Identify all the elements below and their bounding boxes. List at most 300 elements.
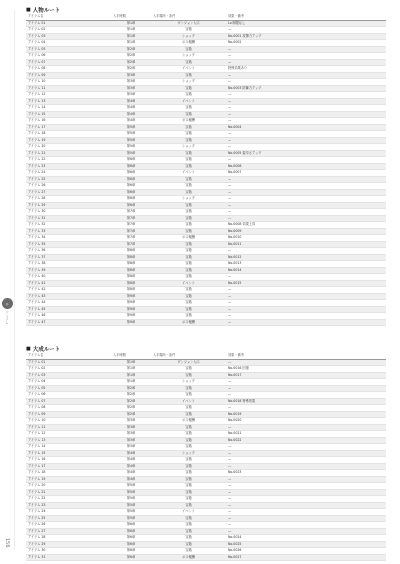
cell-location: ショップ xyxy=(151,379,226,386)
cell-item-name: アイテム 17 xyxy=(26,463,111,470)
cell-timing: 第2章 xyxy=(111,59,151,66)
item-table-2 xyxy=(26,353,386,561)
cell-timing: 第8章 xyxy=(111,280,151,287)
cell-item-name: アイテム 32 xyxy=(26,222,111,229)
cell-notes: — xyxy=(226,489,386,496)
cell-notes: — xyxy=(226,509,386,516)
cell-timing: 第9章 xyxy=(111,293,151,300)
cell-timing: 第4章 xyxy=(111,470,151,477)
cell-location: ショップ xyxy=(151,33,226,40)
chapter-label: アイテム xyxy=(4,311,9,325)
cell-location: 宝箱 xyxy=(151,444,226,451)
cell-item-name: アイテム 11 xyxy=(26,85,111,92)
cell-location: イベント xyxy=(151,509,226,516)
cell-timing: 第4章 xyxy=(111,463,151,470)
cell-notes: 特殊効果あり xyxy=(226,66,386,73)
cell-notes: — xyxy=(226,405,386,412)
cell-notes: No.0004 xyxy=(226,124,386,131)
cell-item-name: アイテム 19 xyxy=(26,137,111,144)
cell-timing: 第4章 xyxy=(111,98,151,105)
cell-timing: 第2章 xyxy=(111,66,151,73)
cell-timing: 第6章 xyxy=(111,196,151,203)
cell-notes: — xyxy=(226,522,386,529)
cell-timing: 第5章 xyxy=(111,137,151,144)
cell-item-name: アイテム 11 xyxy=(26,424,111,431)
cell-notes: — xyxy=(226,176,386,183)
cell-item-name: アイテム 29 xyxy=(26,202,111,209)
cell-notes: — xyxy=(226,209,386,216)
cell-notes: No.0016 回復 xyxy=(226,366,386,373)
cell-location: 宝箱 xyxy=(151,385,226,392)
cell-notes: — xyxy=(226,457,386,464)
cell-timing: 第8章 xyxy=(111,287,151,294)
cell-notes: No.0027 xyxy=(226,554,386,561)
cell-item-name: アイテム 24 xyxy=(26,509,111,516)
col-header-notes: 効果・備考 xyxy=(226,14,386,20)
cell-item-name: アイテム 06 xyxy=(26,392,111,399)
col-header-item: アイテム名 xyxy=(26,353,111,359)
cell-item-name: アイテム 16 xyxy=(26,457,111,464)
cell-timing: 第5章 xyxy=(111,150,151,157)
cell-location: 宝箱 xyxy=(151,261,226,268)
cell-item-name: アイテム 26 xyxy=(26,183,111,190)
cell-timing: 第1章 xyxy=(111,359,151,366)
cell-location: 宝箱 xyxy=(151,137,226,144)
cell-timing: 第6章 xyxy=(111,554,151,561)
cell-location: 宝箱 xyxy=(151,541,226,548)
cell-location: ボス報酬 xyxy=(151,40,226,47)
cell-timing: 第9章 xyxy=(111,313,151,320)
cell-item-name: アイテム 05 xyxy=(26,385,111,392)
cell-notes: — xyxy=(226,287,386,294)
cell-item-name: アイテム 08 xyxy=(26,66,111,73)
cell-location: 宝箱 xyxy=(151,131,226,138)
cell-timing: 第8章 xyxy=(111,254,151,261)
cell-item-name: アイテム 31 xyxy=(26,554,111,561)
cell-timing: 第8章 xyxy=(111,261,151,268)
cell-timing: 第3章 xyxy=(111,418,151,425)
cell-item-name: アイテム 07 xyxy=(26,59,111,66)
cell-item-name: アイテム 42 xyxy=(26,287,111,294)
cell-item-name: アイテム 10 xyxy=(26,418,111,425)
cell-item-name: アイテム 26 xyxy=(26,522,111,529)
cell-notes: — xyxy=(226,157,386,164)
cell-location: ショップ xyxy=(151,450,226,457)
cell-timing: 第9章 xyxy=(111,319,151,326)
cell-location: 宝箱 xyxy=(151,85,226,92)
cell-item-name: アイテム 36 xyxy=(26,248,111,255)
cell-timing: 第8章 xyxy=(111,248,151,255)
cell-timing: 第5章 xyxy=(111,502,151,509)
cell-item-name: アイテム 04 xyxy=(26,40,111,47)
cell-location: 宝箱 xyxy=(151,59,226,66)
col-header-item: アイテム名 xyxy=(26,14,111,20)
cell-notes: — xyxy=(226,496,386,503)
cell-notes: — xyxy=(226,46,386,53)
cell-timing: 第1章 xyxy=(111,27,151,34)
cell-timing: 第5章 xyxy=(111,131,151,138)
cell-location: 宝箱 xyxy=(151,483,226,490)
cell-notes: No.0009 xyxy=(226,228,386,235)
cell-timing: 第2章 xyxy=(111,405,151,412)
cell-location: 宝箱 xyxy=(151,306,226,313)
cell-notes: — xyxy=(226,450,386,457)
cell-notes: — xyxy=(226,98,386,105)
cell-item-name: アイテム 23 xyxy=(26,502,111,509)
cell-timing: 第5章 xyxy=(111,509,151,516)
cell-timing: 第5章 xyxy=(111,515,151,522)
cell-item-name: アイテム 28 xyxy=(26,535,111,542)
cell-timing: 第1章 xyxy=(111,379,151,386)
cell-timing: 第6章 xyxy=(111,157,151,164)
cell-timing: 第6章 xyxy=(111,522,151,529)
cell-timing: 第6章 xyxy=(111,202,151,209)
cell-item-name: アイテム 03 xyxy=(26,372,111,379)
cell-item-name: アイテム 01 xyxy=(26,359,111,366)
cell-timing: 第7章 xyxy=(111,235,151,242)
cell-notes: — xyxy=(226,463,386,470)
cell-timing: 第1章 xyxy=(111,40,151,47)
cell-timing: 第4章 xyxy=(111,457,151,464)
cell-item-name: アイテム 15 xyxy=(26,111,111,118)
cell-timing: 第2章 xyxy=(111,385,151,392)
cell-timing: 第4章 xyxy=(111,476,151,483)
cell-timing: 第2章 xyxy=(111,411,151,418)
cell-location: 宝箱 xyxy=(151,228,226,235)
cell-item-name: アイテム 04 xyxy=(26,379,111,386)
cell-location: ショップ xyxy=(151,196,226,203)
cell-notes: — xyxy=(226,274,386,281)
cell-notes: — xyxy=(226,72,386,79)
cell-notes: — xyxy=(226,515,386,522)
cell-notes: No.0020 xyxy=(226,418,386,425)
cell-timing: 第4章 xyxy=(111,450,151,457)
cell-location: ボス報酬 xyxy=(151,118,226,125)
cell-location: 宝箱 xyxy=(151,267,226,274)
cell-timing: 第7章 xyxy=(111,222,151,229)
item-table-1 xyxy=(26,14,386,326)
cell-item-name: アイテム 16 xyxy=(26,118,111,125)
cell-notes: No.0025 xyxy=(226,541,386,548)
cell-notes: No.0024 xyxy=(226,535,386,542)
chapter-side-tab xyxy=(0,298,14,328)
cell-location: 宝箱 xyxy=(151,157,226,164)
cell-location: ダンジョン入口 xyxy=(151,359,226,366)
cell-location: 宝箱 xyxy=(151,241,226,248)
cell-location: 宝箱 xyxy=(151,163,226,170)
cell-location: ボス報酬 xyxy=(151,554,226,561)
cell-timing: 第2章 xyxy=(111,53,151,60)
cell-notes: — xyxy=(226,502,386,509)
cell-timing: 第4章 xyxy=(111,105,151,112)
cell-location: イベント xyxy=(151,170,226,177)
cell-location: 宝箱 xyxy=(151,124,226,131)
cell-notes: No.0007 xyxy=(226,170,386,177)
col-header-location: 入手場所・条件 xyxy=(151,353,226,359)
cell-location: ボス報酬 xyxy=(151,235,226,242)
cell-item-name: アイテム 13 xyxy=(26,437,111,444)
cell-timing: 第3章 xyxy=(111,72,151,79)
cell-item-name: アイテム 27 xyxy=(26,528,111,535)
cell-item-name: アイテム 17 xyxy=(26,124,111,131)
cell-notes: — xyxy=(226,196,386,203)
cell-location: 宝箱 xyxy=(151,313,226,320)
cell-item-name: アイテム 02 xyxy=(26,366,111,373)
cell-timing: 第3章 xyxy=(111,431,151,438)
cell-location: 宝箱 xyxy=(151,287,226,294)
cell-location: 宝箱 xyxy=(151,150,226,157)
cell-notes: No.0005 素早さアップ xyxy=(226,150,386,157)
cell-notes: — xyxy=(226,424,386,431)
cell-location: イベント xyxy=(151,98,226,105)
section-title-2 xyxy=(26,345,60,353)
cell-location: 宝箱 xyxy=(151,293,226,300)
cell-timing: 第3章 xyxy=(111,92,151,99)
cell-timing: 第1章 xyxy=(111,20,151,27)
cell-notes: — xyxy=(226,306,386,313)
cell-location: 宝箱 xyxy=(151,176,226,183)
cell-notes: — xyxy=(226,92,386,99)
cell-timing: 第6章 xyxy=(111,183,151,190)
cell-timing: 第8章 xyxy=(111,274,151,281)
cell-location: 宝箱 xyxy=(151,431,226,438)
col-header-location: 入手場所・条件 xyxy=(151,14,226,20)
cell-item-name: アイテム 45 xyxy=(26,306,111,313)
cell-notes: — xyxy=(226,111,386,118)
cell-location: 宝箱 xyxy=(151,372,226,379)
cell-item-name: アイテム 21 xyxy=(26,150,111,157)
cell-item-name: アイテム 28 xyxy=(26,196,111,203)
section-title-text: 人物ルート xyxy=(32,8,61,14)
cell-timing: 第5章 xyxy=(111,483,151,490)
cell-location: 宝箱 xyxy=(151,92,226,99)
cell-location: 宝箱 xyxy=(151,515,226,522)
cell-timing: 第6章 xyxy=(111,528,151,535)
cell-item-name: アイテム 43 xyxy=(26,293,111,300)
cell-location: 宝箱 xyxy=(151,274,226,281)
cell-item-name: アイテム 25 xyxy=(26,515,111,522)
cell-timing: 第3章 xyxy=(111,444,151,451)
cell-notes: No.0021 xyxy=(226,431,386,438)
cell-item-name: アイテム 30 xyxy=(26,548,111,555)
section-title-1 xyxy=(26,6,60,14)
cell-notes: No.0014 xyxy=(226,267,386,274)
col-header-timing: 入手時期 xyxy=(111,353,151,359)
cell-notes: No.0008 効果上昇 xyxy=(226,222,386,229)
cell-timing: 第6章 xyxy=(111,541,151,548)
cell-timing: 第8章 xyxy=(111,267,151,274)
cell-notes: — xyxy=(226,293,386,300)
cell-notes: — xyxy=(226,476,386,483)
cell-notes: No.0023 xyxy=(226,470,386,477)
cell-notes: No.0015 xyxy=(226,280,386,287)
cell-location: 宝箱 xyxy=(151,248,226,255)
cell-item-name: アイテム 22 xyxy=(26,496,111,503)
cell-location: 宝箱 xyxy=(151,222,226,229)
cell-location: 宝箱 xyxy=(151,366,226,373)
cell-notes: No.0011 xyxy=(226,241,386,248)
cell-location: 宝箱 xyxy=(151,424,226,431)
cell-timing: 第2章 xyxy=(111,392,151,399)
cell-timing: 第5章 xyxy=(111,496,151,503)
cell-notes: No.0003 防御力アップ xyxy=(226,85,386,92)
cell-notes: — xyxy=(226,385,386,392)
cell-item-name: アイテム 37 xyxy=(26,254,111,261)
cell-location: 宝箱 xyxy=(151,105,226,112)
cell-notes: No.0002 xyxy=(226,40,386,47)
cell-item-name: アイテム 15 xyxy=(26,450,111,457)
cell-item-name: アイテム 18 xyxy=(26,470,111,477)
cell-notes: — xyxy=(226,248,386,255)
cell-location: 宝箱 xyxy=(151,548,226,555)
table-row xyxy=(26,319,386,326)
cell-item-name: アイテム 22 xyxy=(26,157,111,164)
cell-location: 宝箱 xyxy=(151,463,226,470)
cell-timing: 第6章 xyxy=(111,189,151,196)
cell-timing: 第7章 xyxy=(111,241,151,248)
cell-item-name: アイテム 20 xyxy=(26,483,111,490)
col-header-timing: 入手時期 xyxy=(111,14,151,20)
cell-notes: No.0022 xyxy=(226,437,386,444)
cell-timing: 第1章 xyxy=(111,372,151,379)
cell-notes: — xyxy=(226,359,386,366)
cell-location: 宝箱 xyxy=(151,183,226,190)
cell-item-name: アイテム 03 xyxy=(26,33,111,40)
cell-location: 宝箱 xyxy=(151,300,226,307)
cell-location: 宝箱 xyxy=(151,254,226,261)
cell-location: 宝箱 xyxy=(151,476,226,483)
cell-item-name: アイテム 44 xyxy=(26,300,111,307)
cell-timing: 第5章 xyxy=(111,489,151,496)
cell-notes: No.0001 攻撃力アップ xyxy=(226,33,386,40)
cell-item-name: アイテム 39 xyxy=(26,267,111,274)
cell-location: 宝箱 xyxy=(151,209,226,216)
section-bullet-icon: ■ xyxy=(26,346,31,352)
cell-item-name: アイテム 41 xyxy=(26,280,111,287)
cell-notes: — xyxy=(226,483,386,490)
cell-notes: — xyxy=(226,79,386,86)
section-bullet-icon: ■ xyxy=(26,7,31,13)
cell-location: 宝箱 xyxy=(151,111,226,118)
cell-location: 宝箱 xyxy=(151,522,226,529)
page-number: 156 xyxy=(4,538,10,548)
cell-item-name: アイテム 38 xyxy=(26,261,111,268)
cell-location: ボス報酬 xyxy=(151,418,226,425)
cell-timing: 第1章 xyxy=(111,33,151,40)
cell-item-name: アイテム 24 xyxy=(26,170,111,177)
cell-timing: 第4章 xyxy=(111,118,151,125)
cell-item-name: アイテム 19 xyxy=(26,476,111,483)
cell-item-name: アイテム 27 xyxy=(26,189,111,196)
cell-timing: 第7章 xyxy=(111,228,151,235)
cell-notes: — xyxy=(226,300,386,307)
cell-location: ショップ xyxy=(151,144,226,151)
cell-item-name: アイテム 01 xyxy=(26,20,111,27)
cell-location: 宝箱 xyxy=(151,411,226,418)
cell-item-name: アイテム 21 xyxy=(26,489,111,496)
cell-notes: No.0018 特殊効果 xyxy=(226,398,386,405)
cell-location: 宝箱 xyxy=(151,46,226,53)
cell-notes: — xyxy=(226,313,386,320)
cell-location: ショップ xyxy=(151,53,226,60)
cell-item-name: アイテム 05 xyxy=(26,46,111,53)
cell-notes: No.0012 xyxy=(226,254,386,261)
cell-notes: — xyxy=(226,319,386,326)
cell-notes: — xyxy=(226,215,386,222)
section-title-text: 大成ルート xyxy=(32,347,61,353)
cell-location: 宝箱 xyxy=(151,535,226,542)
cell-item-name: アイテム 33 xyxy=(26,228,111,235)
cell-location: 宝箱 xyxy=(151,489,226,496)
cell-notes: — xyxy=(226,444,386,451)
cell-timing: 第6章 xyxy=(111,176,151,183)
cell-item-name: アイテム 30 xyxy=(26,209,111,216)
cell-notes: — xyxy=(226,53,386,60)
cell-item-name: アイテム 35 xyxy=(26,241,111,248)
cell-location: イベント xyxy=(151,398,226,405)
cell-location: 宝箱 xyxy=(151,392,226,399)
cell-notes: — xyxy=(226,202,386,209)
cell-item-name: アイテム 06 xyxy=(26,53,111,60)
cell-timing: 第4章 xyxy=(111,111,151,118)
cell-location: 宝箱 xyxy=(151,457,226,464)
cell-item-name: アイテム 25 xyxy=(26,176,111,183)
cell-location: ショップ xyxy=(151,79,226,86)
cell-item-name: アイテム 47 xyxy=(26,319,111,326)
cell-location: 宝箱 xyxy=(151,72,226,79)
col-header-notes: 効果・備考 xyxy=(226,353,386,359)
cell-timing: 第7章 xyxy=(111,209,151,216)
cell-notes: — xyxy=(226,118,386,125)
cell-timing: 第6章 xyxy=(111,548,151,555)
cell-item-name: アイテム 10 xyxy=(26,79,111,86)
cell-timing: 第3章 xyxy=(111,424,151,431)
cell-item-name: アイテム 07 xyxy=(26,398,111,405)
cell-notes: No.0019 xyxy=(226,411,386,418)
cell-item-name: アイテム 14 xyxy=(26,444,111,451)
cell-location: ボス報酬 xyxy=(151,319,226,326)
cell-timing: 第7章 xyxy=(111,215,151,222)
margin-guide xyxy=(14,10,15,550)
cell-location: 宝箱 xyxy=(151,27,226,34)
cell-item-name: アイテム 40 xyxy=(26,274,111,281)
cell-notes: — xyxy=(226,27,386,34)
cell-notes: — xyxy=(226,528,386,535)
cell-item-name: アイテム 12 xyxy=(26,92,111,99)
cell-location: ダンジョン入口 xyxy=(151,20,226,27)
cell-location: 宝箱 xyxy=(151,502,226,509)
cell-timing: 第6章 xyxy=(111,163,151,170)
cell-timing: 第9章 xyxy=(111,306,151,313)
cell-location: 宝箱 xyxy=(151,189,226,196)
cell-timing: 第2章 xyxy=(111,46,151,53)
cell-location: 宝箱 xyxy=(151,202,226,209)
cell-item-name: アイテム 29 xyxy=(26,541,111,548)
cell-item-name: アイテム 46 xyxy=(26,313,111,320)
cell-notes: — xyxy=(226,392,386,399)
cell-timing: 第2章 xyxy=(111,398,151,405)
cell-notes: — xyxy=(226,105,386,112)
cell-notes: No.0017 xyxy=(226,372,386,379)
cell-item-name: アイテム 09 xyxy=(26,411,111,418)
cell-item-name: アイテム 34 xyxy=(26,235,111,242)
chapter-icon: ◎ xyxy=(2,298,13,309)
cell-notes: No.0010 xyxy=(226,235,386,242)
cell-notes: — xyxy=(226,59,386,66)
cell-location: 宝箱 xyxy=(151,496,226,503)
cell-notes: — xyxy=(226,137,386,144)
cell-location: 宝箱 xyxy=(151,405,226,412)
